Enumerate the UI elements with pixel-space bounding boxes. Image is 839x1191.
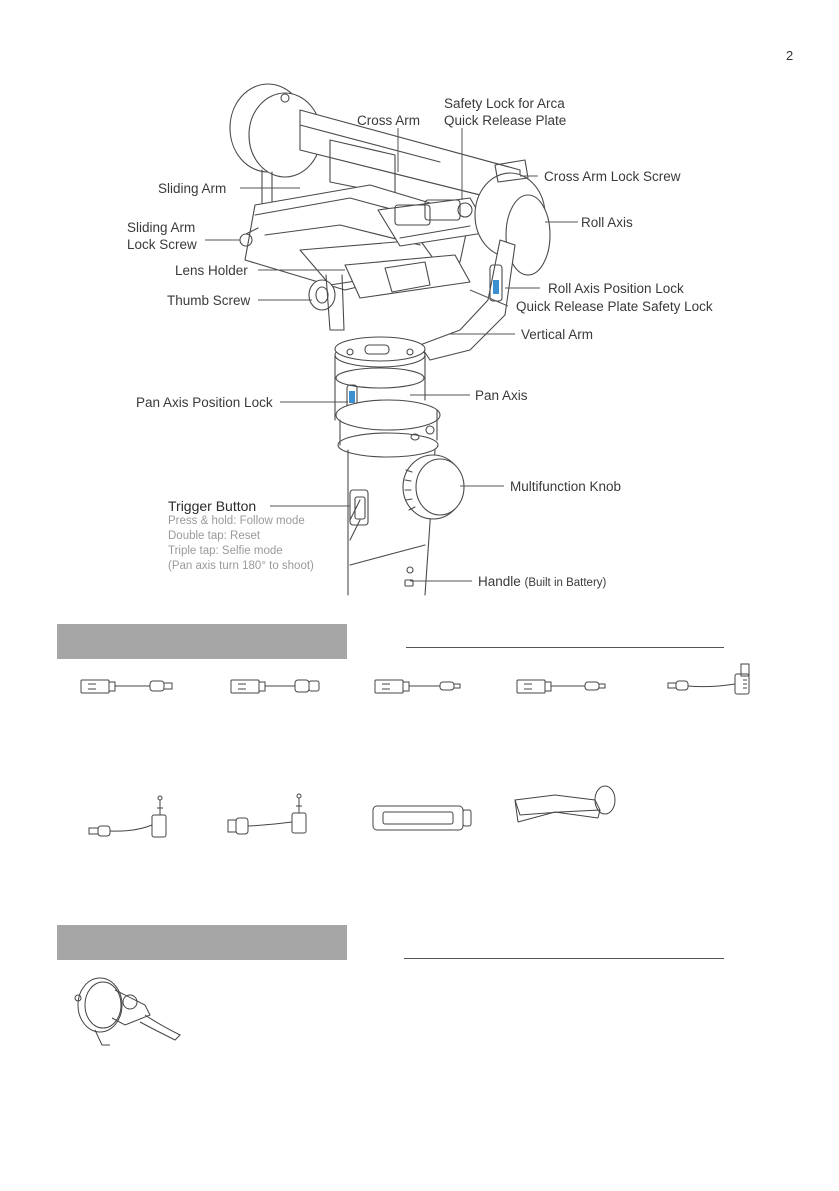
label-safety-lock-arca-1: Safety Lock for Arca bbox=[444, 96, 565, 111]
label-multifunction-knob: Multifunction Knob bbox=[510, 479, 622, 494]
trigger-line-3: Triple tap: Selfie mode bbox=[168, 545, 283, 557]
trigger-line-4: (Pan axis turn 180° to shoot) bbox=[168, 560, 314, 572]
usb-cable-icon-3 bbox=[375, 680, 460, 693]
label-safety-lock-arca-2: Quick Release Plate bbox=[444, 113, 567, 128]
label-roll-axis: Roll Axis bbox=[581, 215, 633, 230]
label-pan-axis: Pan Axis bbox=[475, 388, 528, 403]
focus-wheel-bracket-icon bbox=[515, 786, 615, 822]
section-header-bar-2 bbox=[57, 925, 347, 960]
label-thumb-screw: Thumb Screw bbox=[167, 293, 251, 308]
battery-icon bbox=[373, 806, 471, 830]
label-lens-holder: Lens Holder bbox=[175, 263, 248, 278]
label-quick-release-plate-safety-lock: Quick Release Plate Safety Lock bbox=[516, 299, 713, 314]
label-sliding-arm-lock-screw-2: Lock Screw bbox=[127, 237, 197, 252]
trigger-button-title: Trigger Button bbox=[168, 498, 257, 514]
mic-cable-icon-1 bbox=[89, 796, 166, 837]
page-number: 2 bbox=[786, 48, 794, 63]
section-rule-2 bbox=[404, 958, 724, 959]
label-handle-text: Handle bbox=[478, 574, 521, 589]
usb-cable-icon-2 bbox=[231, 680, 319, 693]
lens-motor-accessory-icon bbox=[75, 978, 180, 1045]
trigger-line-1: Press & hold: Follow mode bbox=[168, 515, 305, 527]
label-sliding-arm: Sliding Arm bbox=[158, 181, 227, 196]
usb-cable-icon-1 bbox=[81, 680, 172, 693]
usb-cable-icon-4 bbox=[517, 680, 605, 693]
label-vertical-arm: Vertical Arm bbox=[521, 327, 594, 342]
label-cross-arm: Cross Arm bbox=[357, 113, 421, 128]
label-cross-arm-lock-screw: Cross Arm Lock Screw bbox=[544, 169, 681, 184]
mic-cable-icon-2 bbox=[228, 794, 306, 834]
label-roll-axis-position-lock: Roll Axis Position Lock bbox=[548, 281, 684, 296]
usb-c-to-plug-cable-icon bbox=[668, 664, 749, 694]
trigger-line-2: Double tap: Reset bbox=[168, 530, 261, 542]
label-handle-note: (Built in Battery) bbox=[524, 577, 607, 589]
label-pan-axis-position-lock: Pan Axis Position Lock bbox=[136, 395, 273, 410]
label-sliding-arm-lock-screw-1: Sliding Arm bbox=[127, 220, 196, 235]
